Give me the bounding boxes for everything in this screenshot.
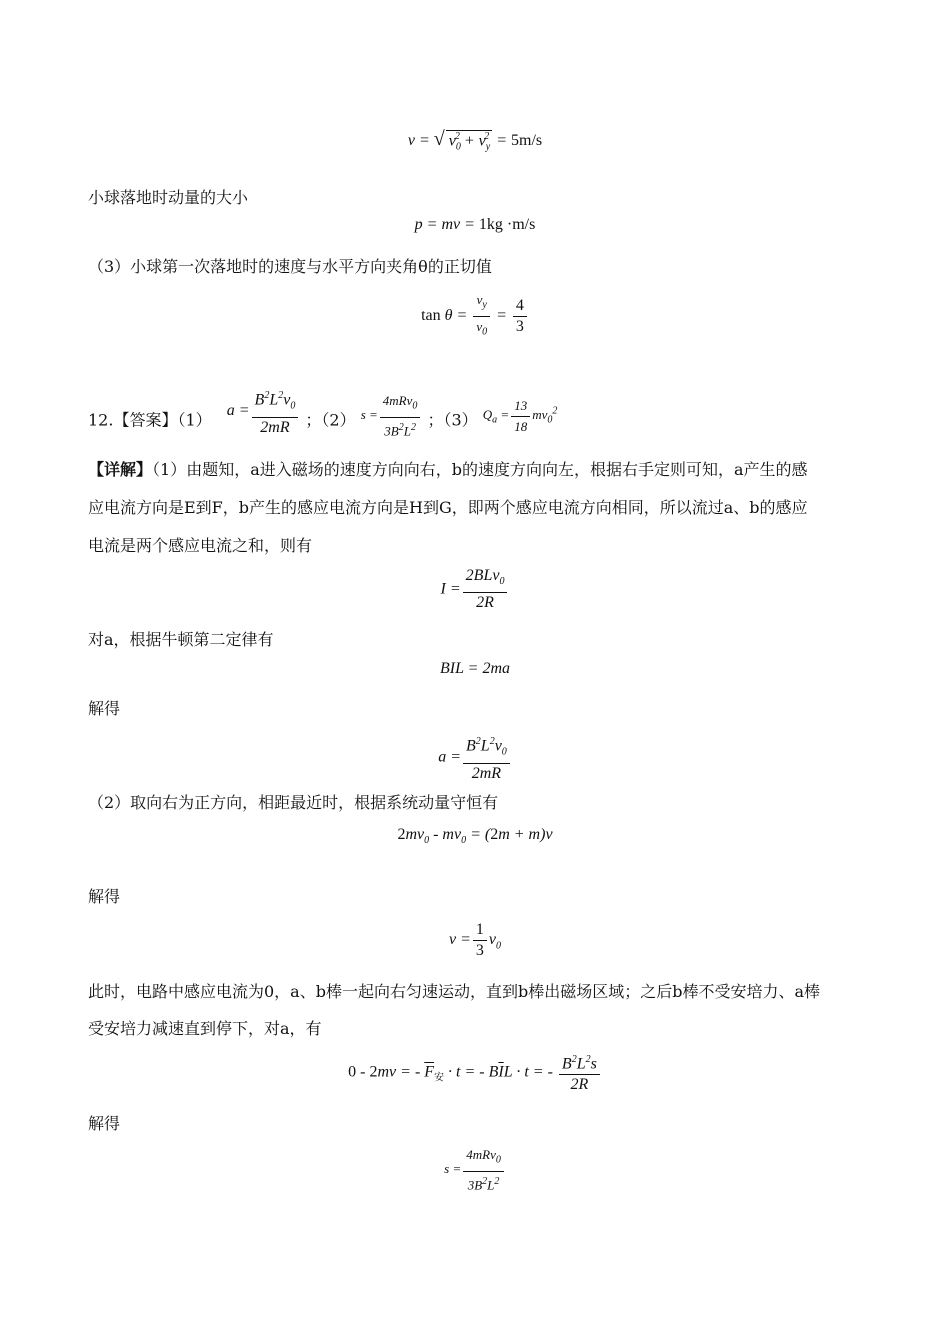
answer-12-sep2: ；（3） [427, 410, 478, 430]
text-jiede-2: 解得 [88, 887, 121, 906]
equation-tan: tan θ = $\frac{v_y}{v_0}$ = $\frac{4}{3}$ [0, 290, 950, 342]
equation-a: a = $\frac{B^2L^2v_0}{2mR}$ [0, 732, 950, 784]
equation-current: I = $\frac{2BLv_0}{2R}$ [0, 566, 950, 613]
equation-impulse: 0 - 2mv = - $\overline{F}_安 \cdot t$ = - $B\overline{I}L \cdot t$ = - $\frac{B^2L^2s}{2R}$ [0, 1050, 950, 1095]
answer-12-prefix: 12.【答案】（1） [88, 410, 212, 430]
text-question-3: （3）小球第一次落地时的速度与水平方向夹角θ的正切值 [88, 257, 492, 276]
text-jiede-3: 解得 [88, 1114, 121, 1133]
detail-line-1 [88, 459, 808, 481]
detail-line-2: 应电流方向是E到F，b产生的感应电流方向是H到G，即两个感应电流方向相同，所以流过a、b的感应 [88, 498, 808, 517]
text-final-line-2: 受安培力减速直到停下，对a，有 [88, 1019, 322, 1038]
answer-12-a: a = $\frac{B^2L^2v_0}{2mR}$ [227, 402, 301, 419]
equation-BIL: BIL = 2ma [439, 660, 511, 677]
equation-momentum-value: p = mv = 1kg ·m/s [414, 216, 536, 233]
text-question-2: （2）取向右为正方向，相距最近时，根据系统动量守恒有 [88, 793, 499, 812]
text-final-line-1: 此时，电路中感应电流为0，a、b棒一起向右匀速运动，直到b棒出磁场区域；之后b棒不受安培力、a棒 [88, 982, 820, 1001]
answer-12-Q: Qa = 13 18 mv02 [482, 397, 558, 434]
text-jiede-1: 解得 [88, 699, 121, 718]
detail-text-1: （1）由题知，a进入磁场的速度方向向右，b的速度方向向左，根据右手定则可知，a产生的感 [152, 460, 808, 479]
answer-12-s: s = 4mRv0 3B2L2 [361, 407, 423, 422]
equation-speed: v = √ $v_0^2 + v_y^2 = 5m/s$ [407, 128, 543, 153]
text-momentum-intro: 小球落地时动量的大小 [88, 188, 249, 207]
detail-line-3: 电流是两个感应电流之和，则有 [88, 536, 313, 555]
equation-s: s = $\frac{4mRv_0}{3B^2L^2}$ [0, 1145, 950, 1195]
text-newton-a: 对a，根据牛顿第二定律有 [88, 630, 274, 649]
answer-12-line [88, 390, 558, 448]
answer-12-sep1: ；（2） [305, 410, 356, 430]
equation-v-third: v = $\frac{1}{3}$ $v_0$ [448, 921, 501, 959]
detail-label: 【详解】 [88, 460, 153, 479]
equation-momentum-conservation: $2mv_0 - mv_0 = (2m + m)v$ [397, 826, 553, 847]
